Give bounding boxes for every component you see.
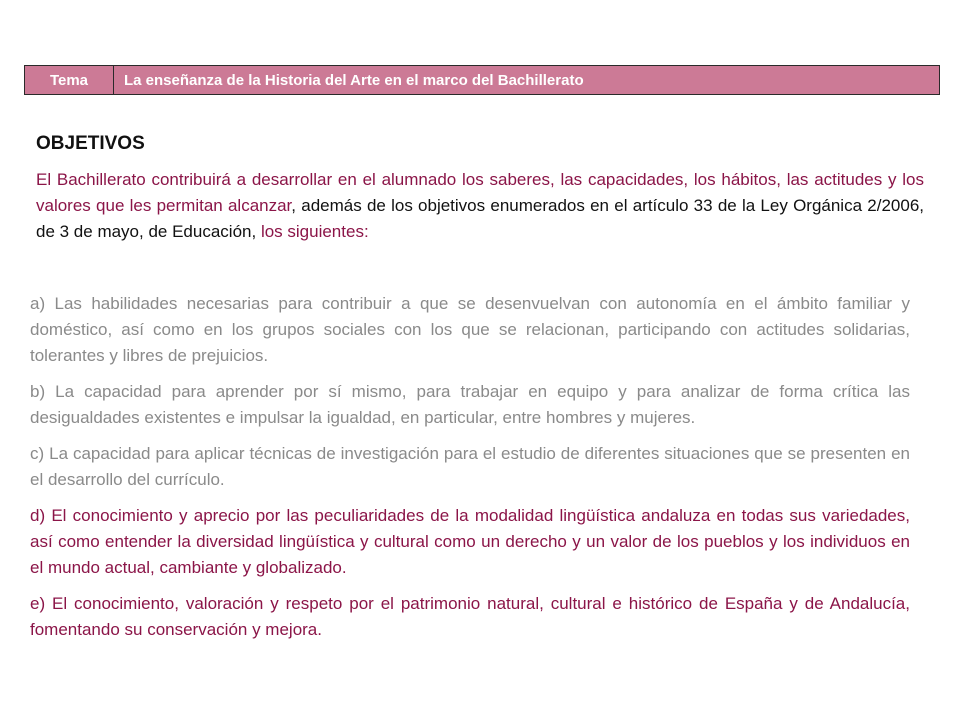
objective-item-e: e) El conocimiento, valoración y respeto por el patrimonio natural, cultural e histórico de España y de Andalucía, fomentando su conservación y mejora.	[30, 594, 910, 639]
objectives-list	[30, 291, 910, 653]
topic-title: La enseñanza de la Historia del Arte en el marco del Bachillerato	[124, 71, 584, 89]
intro-part-2: , además de los objetivos enumerados en el artículo 33 de la Ley Orgánica 2/2006, de 3 de mayo, de Educación,	[36, 196, 924, 241]
topic-header-table	[24, 65, 940, 95]
objective-item-a: a) Las habilidades necesarias para contribuir a que se desenvuelvan con autonomía en el ámbito familiar y doméstico, así como en los grupos sociales con los que se relacionan, participando con actitudes solidarias, tolerantes y libres de prejuicios.	[30, 294, 910, 365]
objective-item-c: c) La capacidad para aplicar técnicas de investigación para el estudio de diferentes situaciones que se presenten en el desarrollo del currículo.	[30, 444, 910, 489]
objective-item-b: b) La capacidad para aprender por sí mismo, para trabajar en equipo y para analizar de forma crítica las desigualdades existentes e impulsar la igualdad, en particular, entre hombres y mujeres.	[30, 382, 910, 427]
intro-part-1: El Bachillerato contribuirá a desarrollar en el alumnado los saberes, las capacidades, los hábitos, las actitudes y los valores que les permitan alcanzar	[36, 170, 924, 215]
intro-paragraph	[36, 167, 924, 245]
topic-label: Tema	[25, 66, 114, 94]
intro-part-3: los siguientes:	[260, 222, 369, 241]
objectives-heading: OBJETIVOS	[36, 133, 145, 154]
objective-item-d: d) El conocimiento y aprecio por las peculiaridades de la modalidad lingüística andaluza en todas sus variedades, así como entender la diversidad lingüística y cultural como un derecho y un valor de los pueblos y los individuos en el mundo actual, cambiante y globalizado.	[30, 506, 910, 577]
